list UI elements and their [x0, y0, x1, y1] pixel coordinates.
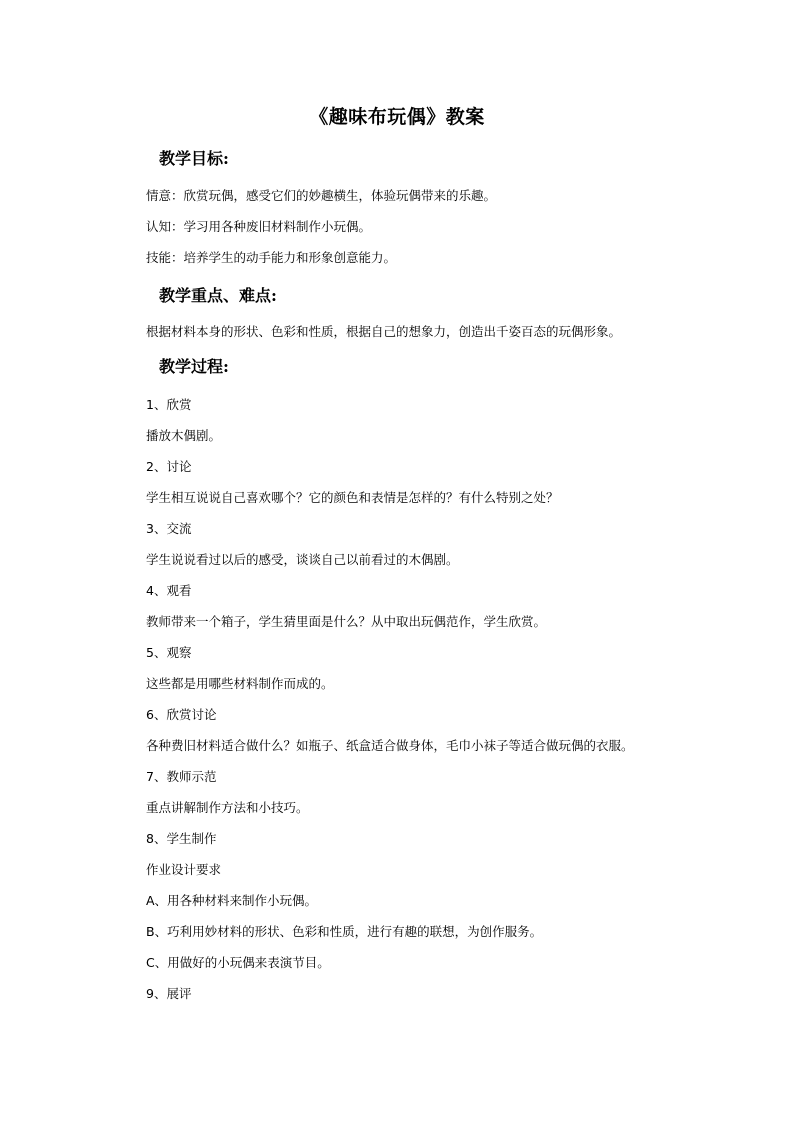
step-text: 重点讲解制作方法和小技巧。: [146, 800, 309, 815]
step-label: 9、展评: [146, 986, 192, 1001]
process-heading: 教学过程:: [159, 357, 229, 376]
step-label: 5、观察: [146, 645, 192, 660]
step-text: 教师带来一个箱子，学生猜里面是什么？从中取出玩偶范作，学生欣赏。: [146, 614, 547, 629]
requirement-item: B、巧利用妙材料的形状、色彩和性质，进行有趣的联想，为创作服务。: [146, 924, 543, 939]
step-text: 学生相互说说自己喜欢哪个？它的颜色和表情是怎样的？有什么特别之处？: [146, 490, 559, 505]
step-text: 作业设计要求: [146, 862, 222, 877]
step-label: 4、观看: [146, 583, 192, 598]
key-points-heading: 教学重点、难点:: [159, 286, 277, 305]
step-text: 学生说说看过以后的感受，谈谈自己以前看过的木偶剧。: [146, 552, 459, 567]
document-title: 《趣味布玩偶》教案: [309, 106, 485, 128]
step-label: 8、学生制作: [146, 831, 217, 846]
step-label: 3、交流: [146, 521, 192, 536]
step-label: 1、欣赏: [146, 397, 192, 412]
step-label: 7、教师示范: [146, 769, 217, 784]
requirement-item: A、用各种材料来制作小玩偶。: [146, 893, 318, 908]
requirement-item: C、用做好的小玩偶来表演节目。: [146, 955, 330, 970]
key-points-text: 根据材料本身的形状、色彩和性质，根据自己的想象力，创造出千姿百态的玩偶形象。: [146, 324, 622, 339]
step-text: 各种费旧材料适合做什么？如瓶子、纸盒适合做身体，毛巾小袜子等适合做玩偶的衣服。: [146, 738, 634, 753]
objectives-heading: 教学目标:: [159, 149, 229, 168]
step-text: 播放木偶剧。: [146, 428, 222, 443]
step-label: 2、讨论: [146, 459, 192, 474]
objective-skill: 技能：培养学生的动手能力和形象创意能力。: [146, 250, 397, 265]
objective-affective: 情意：欣赏玩偶，感受它们的妙趣横生，体验玩偶带来的乐趣。: [146, 188, 497, 203]
step-text: 这些都是用哪些材料制作而成的。: [146, 676, 334, 691]
step-label: 6、欣赏讨论: [146, 707, 217, 722]
objective-cognitive: 认知：学习用各种废旧材料制作小玩偶。: [146, 219, 372, 234]
